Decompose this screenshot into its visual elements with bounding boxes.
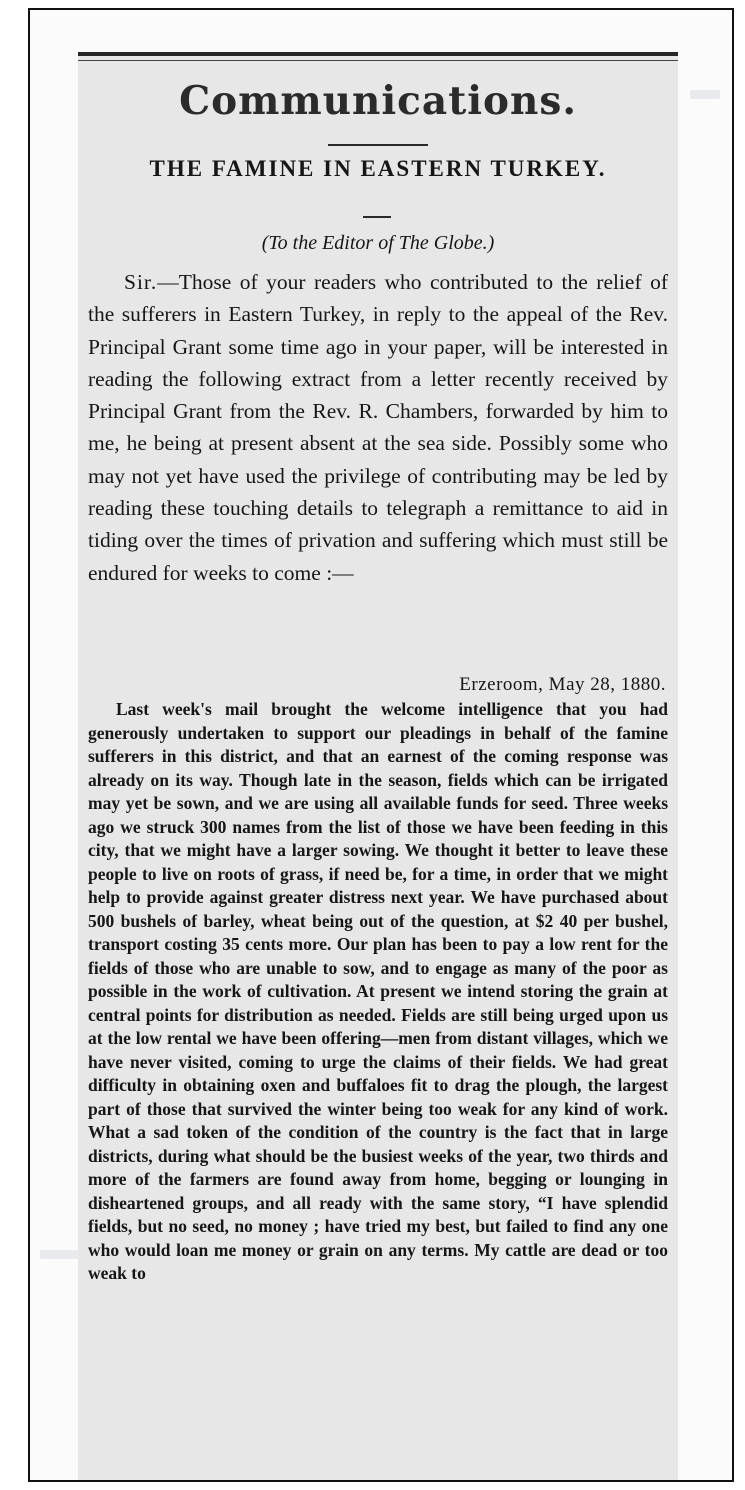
divider-rule — [328, 144, 428, 146]
divider-rule-small — [363, 216, 391, 218]
letter-dateline: Erzeroom, May 28, 1880. — [459, 674, 666, 695]
scan-bleed — [690, 90, 720, 99]
intro-text: —Those of your readers who contributed to the relief of the sufferers in Eastern Turkey, in reply to the appeal of the Rev. Principal Grant some time ago in your paper, will be interested in reading the following extract from a letter recently received by Principal Grant from the Rev. R. Chambers, forwarded by him to me, he being at present absent at the sea side. Possibly some who may not yet have used the privilege of contributing may be led by reading these touching details to telegraph a remittance to aid in tiding over the times of privation and suffering which must still be endured for weeks to come :— — [88, 270, 668, 585]
document-frame — [28, 8, 734, 1482]
scan-bleed — [40, 1250, 80, 1259]
top-rule — [78, 52, 678, 56]
editor-address: (To the Editor of The Globe.) — [261, 232, 495, 254]
newspaper-clipping — [78, 52, 678, 1482]
letter-body: Last week's mail brought the welcome intelligence that you had generously undertaken to support our pleadings in behalf of the famine sufferers in this district, and that an earnest of the coming response was already on its way. Though late in the season, fields which can be irrigated may yet be sown, and we are using all available funds for seed. Three weeks ago we struck 300 names from the list of those we have been feeding in this city, that we might have a larger sowing. We thought it better to leave these people to live on roots of grass, if need be, for a time, in order that we might help to provide against greater distress next year. We have purchased about 500 bushels of barley, wheat being out of the question, at $2 40 per bushel, transport costing 35 cents more. Our plan has been to pay a low rent for the fields of those who are unable to sow, and to engage as many of the poor as possible in the work of cultivation. At present we intend storing the grain at central points for distribution as needed. Fields are still being urged upon us at the low rental we have been offering—men from distant villages, which we have never visited, coming to urge the claims of their fields. We had great difficulty in obtaining oxen and buffaloes fit to drag the plough, the largest part of those that survived the winter being too weak for any kind of work. What a sad token of the condition of the country is the fact that in large districts, during what should be the busiest weeks of the year, two thirds and more of the farmers are found away from home, begging or lounging in disheartened groups, and all ready with the same story, “I have splendid fields, but no seed, no money ; have tried my best, but failed to find any one who would loan me money or grain on any terms. My cattle are dead or too weak to — [88, 699, 668, 1283]
section-masthead: Communications. — [179, 78, 577, 124]
salutation: Sir. — [124, 270, 158, 294]
article-headline: THE FAMINE IN EASTERN TURKEY. — [149, 156, 607, 181]
top-rule-thin — [78, 60, 678, 61]
intro-paragraph — [88, 266, 668, 589]
